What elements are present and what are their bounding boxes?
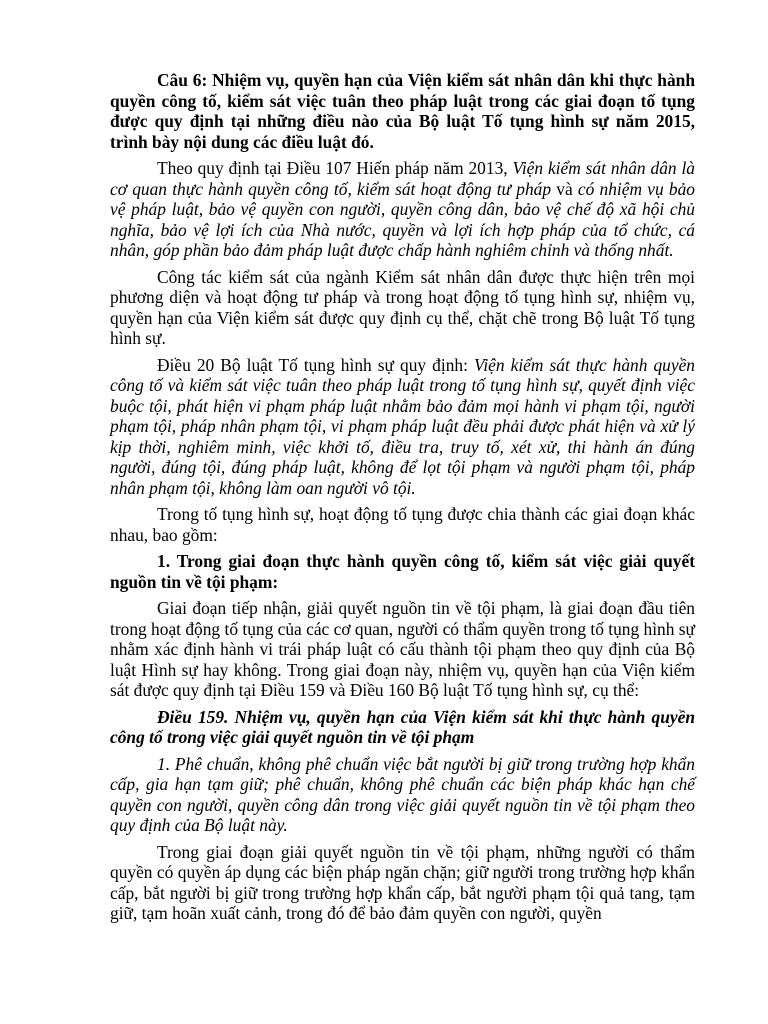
paragraph-constitution [110,158,695,261]
paragraph-constitution-quote-a: Viện kiểm sát nhân dân là cơ quan thực hành quyền công tố, kiểm sát hoạt động tư pháp [110,158,695,199]
paragraph-constitution-quote-b: có nhiệm vụ bảo vệ pháp luật, bảo vệ quyền con người, quyền công dân, bảo vệ chế độ xã hội chủ nghĩa, bảo vệ lợi ích của Nhà nước, quyền và lợi ích hợp pháp của tổ chức, cá nhân, góp phần bảo đảm pháp luật được chấp hành nghiêm chỉnh và thống nhất. [110,178,695,260]
question-heading: Câu 6: Nhiệm vụ, quyền hạn của Viện kiểm sát nhân dân khi thực hành quyền công tố, kiểm sát việc tuân theo pháp luật trong các giai đoạn tố tụng được quy định tại những điều nào của Bộ luật Tố tụng hình sự năm 2015, trình bày nội dung các điều luật đó. [110,70,695,152]
paragraph-article-20 [110,355,695,499]
section-1-heading: 1. Trong giai đoạn thực hành quyền công tố, kiểm sát việc giải quyết nguồn tin về tội phạm: [110,551,695,592]
paragraph-constitution-connector: và [551,178,578,199]
article-159-clause-1: 1. Phê chuẩn, không phê chuẩn việc bắt người bị giữ trong trường hợp khẩn cấp, gia hạn tạm giữ; phê chuẩn, không phê chuẩn các biện pháp khác hạn chế quyền con người, quyền công dân trong việc giải quyết nguồn tin về tội phạm theo quy định của Bộ luật này. [110,753,695,835]
paragraph-procuracy-work: Công tác kiểm sát của ngành Kiểm sát nhân dân được thực hiện trên mọi phương diện và hoạt động tư pháp và trong hoạt động tố tụng hình sự, nhiệm vụ, quyền hạn của Viện kiểm sát được quy định cụ thể, chặt chẽ trong Bộ luật Tố tụng hình sự. [110,266,695,348]
paragraph-stages-intro: Trong tố tụng hình sự, hoạt động tố tụng được chia thành các giai đoạn khác nhau, bao gồm: [110,504,695,545]
paragraph-article-20-quote: Viện kiểm sát thực hành quyền công tố và kiểm sát việc tuân theo pháp luật trong tố tụng hình sự, quyết định việc buộc tội, phát hiện vi phạm pháp luật nhằm bảo đảm mọi hành vi phạm tội, người phạm tội, pháp nhân phạm tội, vi phạm pháp luật đều phải được phát hiện và xử lý kịp thời, nghiêm minh, việc khởi tố, điều tra, truy tố, xét xử, thi hành án đúng người, đúng tội, đúng pháp luật, không để lọt tội phạm và người phạm tội, pháp nhân phạm tội, không làm oan người vô tội. [110,354,695,498]
document-page [110,70,695,930]
paragraph-constitution-intro: Theo quy định tại Điều 107 Hiến pháp năm 2013, [157,158,513,178]
paragraph-stage-description: Giai đoạn tiếp nhận, giải quyết nguồn tin về tội phạm, là giai đoạn đầu tiên trong hoạt động tố tụng của các cơ quan, người có thẩm quyền trong tố tụng hình sự nhằm xác định hành vi trái pháp luật có cấu thành tội phạm theo quy định của Bộ luật Hình sự hay không. Trong giai đoạn này, nhiệm vụ, quyền hạn của Viện kiểm sát được quy định tại Điều 159 và Điều 160 Bộ luật Tố tụng hình sự, cụ thể: [110,598,695,700]
paragraph-preventive-measures: Trong giai đoạn giải quyết nguồn tin về tội phạm, những người có thẩm quyền có quyền áp dụng các biện pháp ngăn chặn; giữ người trong trường hợp khẩn cấp, bắt người bị giữ trong trường hợp khẩn cấp, bắt người phạm tội quả tang, tạm giữ, tạm hoãn xuất cảnh, trong đó để bảo đảm quyền con người, quyền [110,841,695,923]
paragraph-article-20-intro: Điều 20 Bộ luật Tố tụng hình sự quy định: [157,354,474,375]
article-159-heading: Điều 159. Nhiệm vụ, quyền hạn của Viện kiểm sát khi thực hành quyền công tố trong việc giải quyết nguồn tin về tội phạm [110,706,695,747]
